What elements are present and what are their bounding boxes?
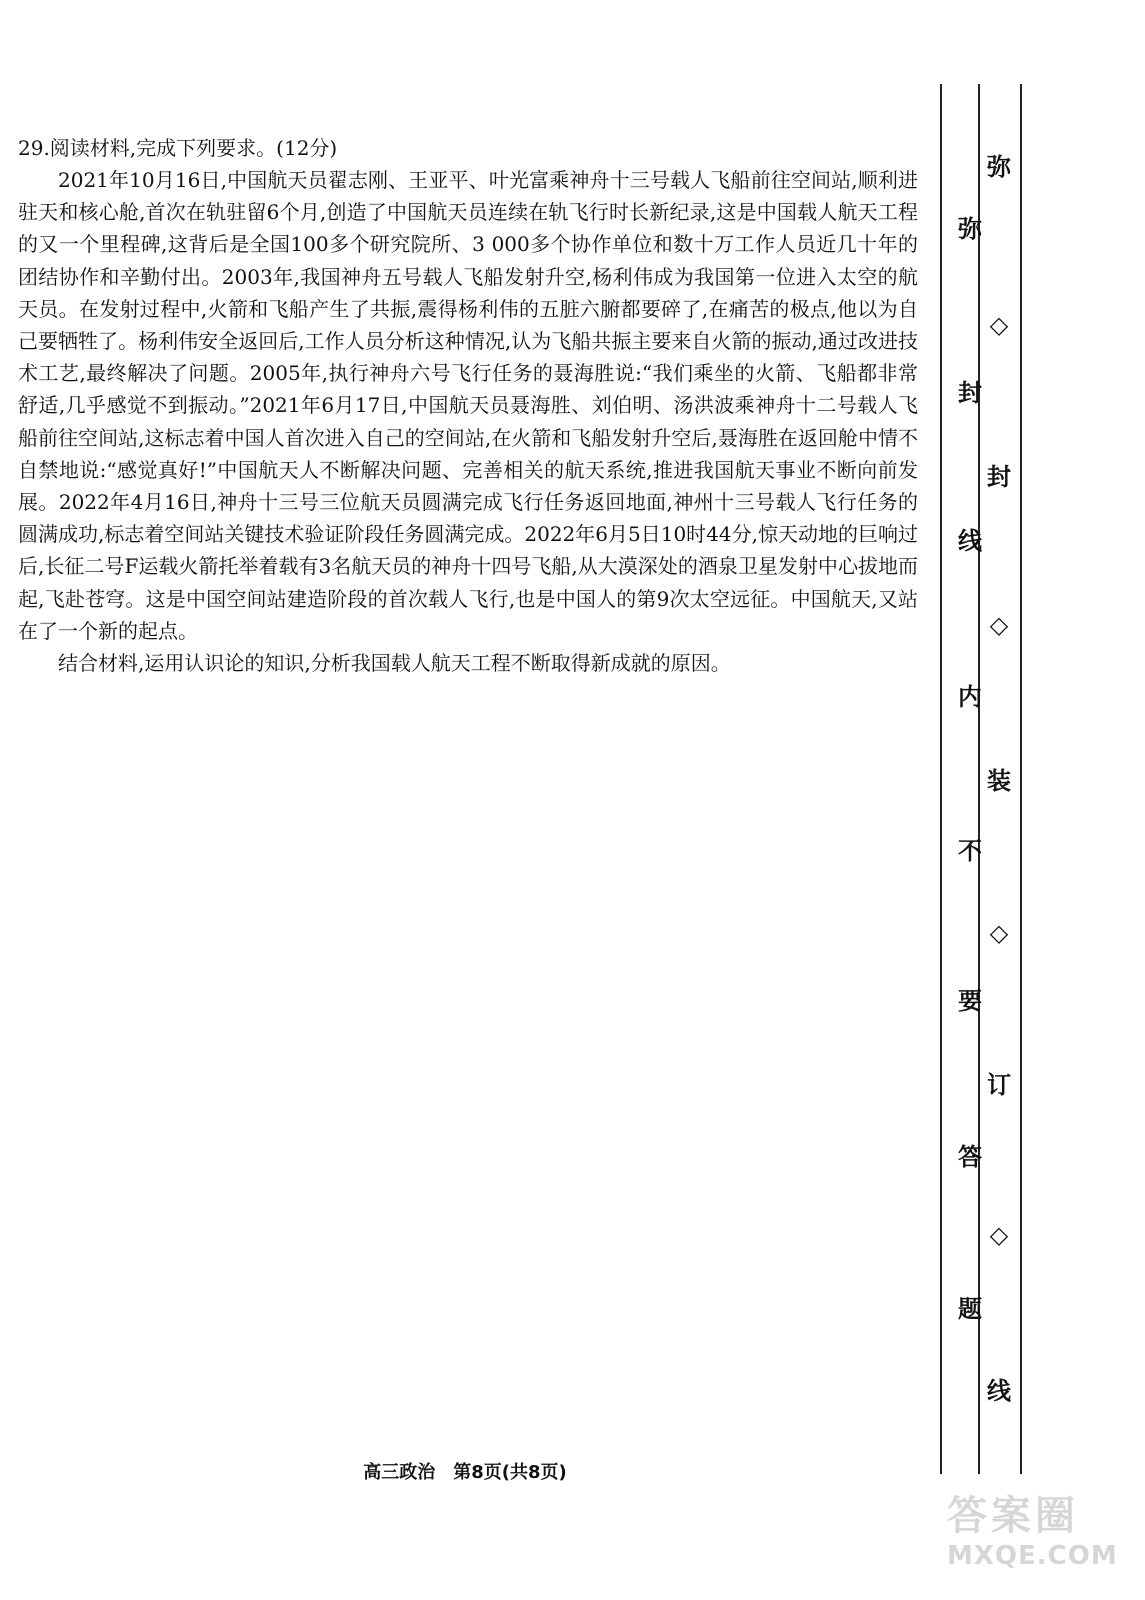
diamond-icon: ◇ <box>989 919 1009 947</box>
margin-char: 弥 <box>987 153 1011 181</box>
margin-char: 弥 <box>958 215 982 243</box>
margin-char: 题 <box>958 1295 982 1323</box>
diamond-icon: ◇ <box>989 1221 1009 1249</box>
margin-char: 不 <box>958 837 982 865</box>
question-title: 29.阅读材料,完成下列要求。(12分) <box>18 136 338 160</box>
question-block <box>18 132 918 679</box>
page-footer: 高三政治 第8页(共8页) <box>363 1462 567 1483</box>
margin-char: 要 <box>958 987 982 1015</box>
watermark-text: 答案圈 <box>947 1493 1079 1539</box>
margin-char: 答 <box>958 1143 982 1171</box>
margin-line-right <box>1020 84 1022 1474</box>
question-prompt: 结合材料,运用认识论的知识,分析我国载人航天工程不断取得新成就的原因。 <box>58 651 731 676</box>
margin-char: 线 <box>987 1377 1011 1405</box>
margin-char: 封 <box>987 463 1011 491</box>
watermark-logo <box>947 1484 1127 1584</box>
margin-line-left <box>940 84 942 1474</box>
diamond-icon: ◇ <box>989 311 1009 339</box>
watermark-url: MXQE.COM <box>947 1541 1118 1571</box>
margin-char: 封 <box>958 379 982 407</box>
margin-char: 线 <box>958 527 982 555</box>
margin-char: 装 <box>987 767 1011 795</box>
margin-char: 内 <box>958 683 982 711</box>
diamond-icon: ◇ <box>989 611 1009 639</box>
margin-char: 订 <box>987 1071 1011 1099</box>
material-paragraph: 2021年10月16日,中国航天员翟志刚、王亚平、叶光富乘神舟十三号载人飞船前往空间站,顺利进驻天和核心舱,首次在轨驻留6个月,创造了中国航天员连续在轨飞行时长新纪录,这是中国载人航天工程的又一个里程碑,这背后是全国100多个研究院所、3 000多个协作单位和数十万工作人员近几十年的团结协作和辛勤付出。2003年,我国神舟五号载人飞船发射升空,杨利伟成为我国第一位进入太空的航天员。在发射过程中,火箭和飞船产生了共振,震得杨利伟的五脏六腑都要碎了,在痛苦的极点,他以为自己要牺牲了。杨利伟安全返回后,工作人员分析这种情况,认为飞船共振主要来自火箭的振动,通过改进技术工艺,最终解决了问题。2005年,执行神舟六号飞行任务的聂海胜说:“我们乘坐的火箭、飞船都非常舒适,几乎感觉不到振动。”2021年6月17日,中国航天员聂海胜、刘伯明、汤洪波乘神舟十二号载人飞船前往空间站,这标志着中国人首次进入自己的空间站,在火箭和飞船发射升空后,聂海胜在返回舱中情不自禁地说:“感觉真好!”中国航天人不断解决问题、完善相关的航天系统,推进我国航天事业不断向前发展。2022年4月16日,神舟十三号三位航天员圆满完成飞行任务返回地面,神州十三号载人飞行任务的圆满成功,标志着空间站关键技术验证阶段任务圆满完成。2022年6月5日10时44分,惊天动地的巨响过后,长征二号F运载火箭托举着载有3名航天员的神舟十四号飞船,从大漠深处的酒泉卫星发射中心拔地而起,飞赴苍穹。这是中国空间站建造阶段的首次载人飞行,也是中国人的第9次太空远征。中国航天,又站在了一个新的起点。 <box>18 168 918 643</box>
